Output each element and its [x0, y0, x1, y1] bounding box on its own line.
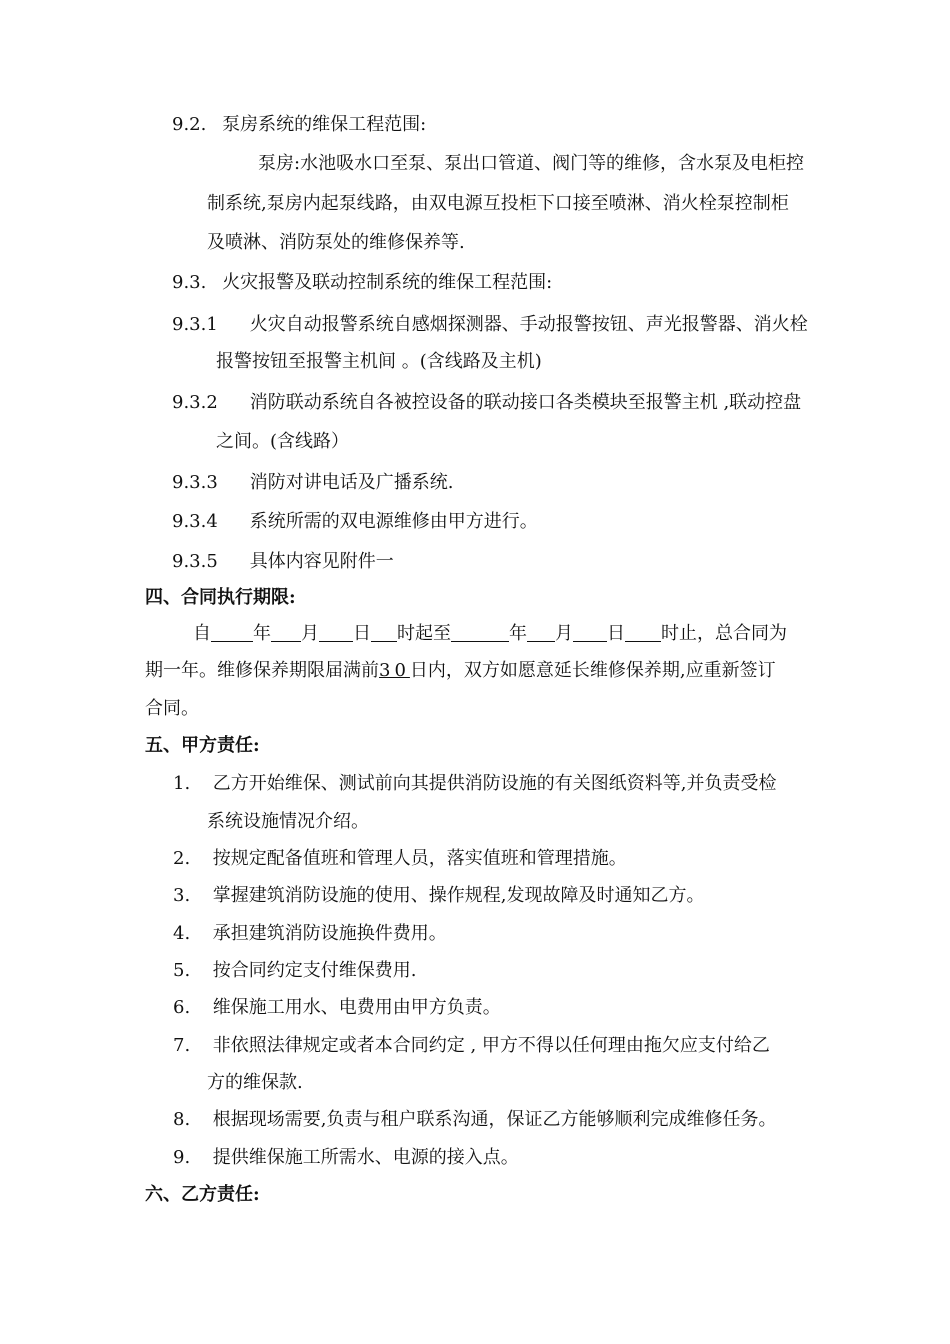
sub-item-9-3-5 [172, 550, 394, 574]
item-text: 火灾自动报警系统自感烟探测器、手动报警按钮、声光报警器、消火栓 [249, 314, 808, 335]
item-number: 9.3.5 [172, 551, 218, 572]
duty-item-8 [173, 1108, 776, 1132]
item-number: 4. [173, 923, 191, 944]
contract-period-line [193, 622, 787, 646]
item-number: 9.3.2 [172, 392, 218, 413]
section-number: 9.3. [172, 272, 207, 293]
renewal-days: 30 [379, 660, 410, 681]
section-6-heading: 六、乙方责任: [145, 1184, 260, 1205]
duty-item-6 [173, 996, 501, 1020]
renewal-text-pre: 期一年。维修保养期限届满前 [145, 660, 379, 681]
label-year-2: 年 [509, 623, 527, 644]
item-text-continued: 方的维保款. [207, 1072, 303, 1093]
section-4-heading: 四、合同执行期限: [145, 587, 296, 608]
blank-end-day [573, 623, 607, 642]
blank-start-year [211, 623, 253, 642]
label-month: 月 [301, 623, 319, 644]
section-title: 火灾报警及联动控制系统的维保工程范围: [222, 272, 553, 293]
sub-item-9-3-3 [172, 471, 453, 495]
sub-item-9-3-2 [172, 391, 801, 415]
item-number: 9. [173, 1147, 191, 1168]
paragraph-line: 制系统,泵房内起泵线路，由双电源互投柜下口接至喷淋、消火栓泵控制柜 [207, 193, 789, 214]
label-year: 年 [253, 623, 271, 644]
item-text: 消防联动系统自各被控设备的联动接口各类模块至报警主机 ,联动控盘 [249, 392, 802, 413]
item-text: 非依照法律规定或者本合同约定 , 甲方不得以任何理由拖欠应支付给乙 [212, 1035, 770, 1056]
item-number: 8. [173, 1109, 191, 1130]
item-text: 消防对讲电话及广播系统. [249, 472, 454, 493]
blank-end-hour [625, 623, 661, 642]
section-title: 泵房系统的维保工程范围: [222, 114, 427, 135]
duty-item-7 [173, 1034, 770, 1058]
section-number: 9.2. [172, 114, 207, 135]
item-number: 5. [173, 960, 191, 981]
paragraph-line: 泵房:水池吸水口至泵、泵出口管道、阀门等的维修，含水泵及电柜控 [258, 153, 805, 174]
item-number: 6. [173, 997, 191, 1018]
sub-item-9-3-1 [172, 313, 808, 337]
item-text: 系统所需的双电源维修由甲方进行。 [249, 511, 538, 532]
duty-item-3 [173, 884, 704, 908]
duty-item-5 [173, 959, 416, 983]
renewal-line-end: 合同。 [145, 698, 199, 719]
item-number: 9.3.1 [172, 314, 218, 335]
label-from: 自 [193, 623, 211, 644]
label-day-2: 日 [607, 623, 625, 644]
duty-item-1 [173, 772, 776, 796]
paragraph-line: 及喷淋、消防泵处的维修保养等. [207, 232, 465, 253]
blank-start-hour [371, 623, 397, 642]
item-text: 乙方开始维保、测试前向其提供消防设施的有关图纸资料等,并负责受检 [212, 773, 777, 794]
blank-start-day [319, 623, 353, 642]
duty-item-2 [173, 847, 627, 871]
section-9-3-title-line [172, 271, 552, 295]
blank-start-month [271, 623, 301, 642]
item-text: 根据现场需要,负责与租户联系沟通，保证乙方能够顺利完成维修任务。 [212, 1109, 777, 1130]
item-number: 9.3.3 [172, 472, 218, 493]
item-text-continued: 报警按钮至报警主机间 。(含线路及主机) [216, 351, 542, 372]
item-text: 按规定配备值班和管理人员，落实值班和管理措施。 [212, 848, 627, 869]
sub-item-9-3-4 [172, 510, 538, 534]
label-month-2: 月 [555, 623, 573, 644]
item-text-continued: 系统设施情况介绍。 [207, 811, 369, 832]
blank-end-month [527, 623, 555, 642]
item-text: 掌握建筑消防设施的使用、操作规程,发现故障及时通知乙方。 [212, 885, 705, 906]
section-5-heading: 五、甲方责任: [145, 735, 260, 756]
item-text: 按合同约定支付维保费用. [212, 960, 417, 981]
item-number: 2. [173, 848, 191, 869]
label-end: 时止，总合同为 [661, 623, 787, 644]
item-number: 9.3.4 [172, 511, 218, 532]
item-text: 维保施工用水、电费用由甲方负责。 [212, 997, 501, 1018]
label-day: 日 [353, 623, 371, 644]
section-9-2-title-line [172, 113, 426, 137]
item-number: 3. [173, 885, 191, 906]
item-text: 具体内容见附件一 [249, 551, 394, 572]
duty-item-4 [173, 922, 447, 946]
duty-item-9 [173, 1146, 519, 1170]
item-text: 提供维保施工所需水、电源的接入点。 [212, 1147, 519, 1168]
item-number: 1. [173, 773, 191, 794]
item-number: 7. [173, 1035, 191, 1056]
renewal-line [145, 659, 776, 683]
blank-end-year [451, 623, 509, 642]
item-text: 承担建筑消防设施换件费用。 [212, 923, 447, 944]
renewal-text-post: 日内，双方如愿意延长维修保养期,应重新签订 [409, 660, 776, 681]
item-text-continued: 之间。(含线路） [216, 431, 350, 452]
label-start-to: 时起至 [397, 623, 451, 644]
